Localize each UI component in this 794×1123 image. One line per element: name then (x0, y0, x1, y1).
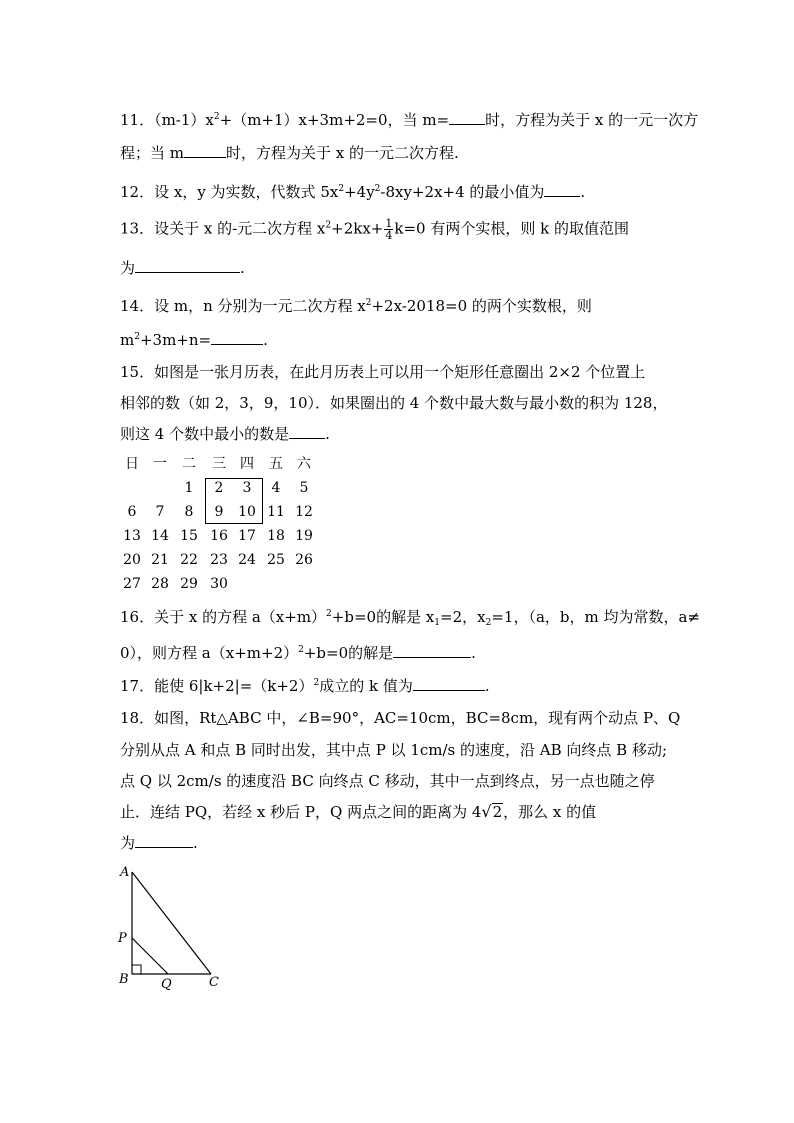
calendar-day: 5 (299, 480, 309, 496)
q16-text-6: +b=0的解是 (303, 644, 394, 662)
label-b: B (119, 972, 129, 987)
q14-text-3: m (120, 331, 135, 349)
question-16-line-1 (120, 607, 700, 627)
q13-text-4: 为 (120, 259, 136, 277)
sqrt-radicand: 2 (492, 803, 503, 821)
q11-text: 11．（m-1）x (120, 111, 214, 129)
question-13-line-2 (120, 258, 245, 278)
fraction (384, 218, 393, 241)
label-p: P (118, 931, 127, 946)
calendar-day: 7 (155, 504, 165, 520)
q17-exponent: 2 (313, 678, 320, 688)
calendar (114, 452, 324, 596)
fraction-denominator: 4 (385, 229, 393, 242)
answer-blank (413, 676, 485, 691)
q12-text-3: -8xy+2x+4 的最小值为 (380, 183, 545, 201)
q16-text-2: +b=0的解是 x (331, 608, 435, 626)
q16-subscript-2: 2 (485, 618, 492, 628)
calendar-day: 25 (267, 552, 285, 568)
q11-text-3: 时，方程为关于 x 的一元一次方 (485, 111, 699, 129)
calendar-day: 13 (123, 528, 141, 544)
answer-blank (135, 833, 193, 848)
question-15-line-2: 相邻的数（如 2，3，9，10）．如果圈出的 4 个数中最大数与最小数的积为 128， (120, 394, 668, 412)
label-a: A (120, 865, 130, 880)
calendar-day: 24 (238, 552, 256, 568)
q11-text-2: +（m+1）x+3m+2=0，当 m= (219, 111, 450, 129)
calendar-weekday: 六 (297, 456, 311, 472)
calendar-day: 30 (210, 576, 228, 592)
question-18-line-1: 18．如图，Rt△ABC 中，∠B=90°，AC=10cm，BC=8cm，现有两个动点 P、Q (120, 709, 681, 727)
calendar-day: 14 (151, 528, 169, 544)
question-16-line-2 (120, 643, 476, 663)
q16-text-5: 0），则方程 a（x+m+2） (120, 644, 299, 662)
side-ac (132, 872, 211, 974)
calendar-day: 20 (123, 552, 141, 568)
q13-exponent: 2 (325, 220, 332, 231)
q16-text-3: =2，x (440, 608, 486, 626)
answer-blank (393, 643, 471, 658)
calendar-day: 6 (127, 504, 137, 520)
question-11-line-2 (120, 143, 459, 163)
calendar-day: 21 (151, 552, 169, 568)
calendar-day: 16 (210, 528, 228, 544)
calendar-weekday-row (114, 452, 324, 476)
q16-exponent: 2 (326, 609, 332, 619)
calendar-day: 28 (151, 576, 169, 592)
calendar-weekday: 五 (269, 456, 283, 472)
segment-pq (132, 938, 168, 974)
calendar-day: 4 (271, 480, 281, 496)
calendar-day: 26 (295, 552, 313, 568)
q11-text-4: 程；当 m (120, 144, 184, 162)
calendar-day: 1 (184, 480, 194, 496)
triangle-figure (110, 862, 240, 997)
calendar-day: 15 (180, 528, 198, 544)
question-18-line-4 (120, 802, 596, 822)
label-q: Q (161, 977, 172, 992)
calendar-day: 8 (184, 504, 194, 520)
calendar-week-row (114, 548, 324, 572)
q12-text-2: +4y (344, 183, 375, 201)
question-15-line-3 (120, 424, 330, 444)
q18-text-2: ，那么 x 的值 (503, 803, 597, 821)
q12-text: 12．设 x，y 为实数，代数式 5x (120, 183, 339, 201)
answer-blank (184, 143, 226, 158)
q18-text: 止．连结 PQ，若经 x 秒后 P，Q 两点之间的距离为 4 (120, 803, 482, 821)
q13-text-5: . (240, 259, 245, 277)
calendar-day: 11 (267, 504, 285, 520)
calendar-selection-rectangle (205, 478, 263, 524)
q15-text: 则这 4 个数中最小的数是 (120, 425, 290, 443)
answer-blank (135, 258, 240, 273)
calendar-day: 22 (180, 552, 198, 568)
question-11-line-1 (120, 110, 698, 130)
q17-text-3: . (484, 677, 490, 695)
question-12 (120, 182, 585, 202)
calendar-weekday: 三 (212, 456, 226, 472)
calendar-day: 12 (295, 504, 313, 520)
q17-text-2: 成立的 k 值为 (319, 677, 413, 695)
calendar-week-row (114, 524, 324, 548)
calendar-weekday: 二 (182, 456, 196, 472)
q12-text-4: . (580, 183, 586, 201)
calendar-day: 9 (214, 504, 224, 520)
q11-text-5: 时，方程为关于 x 的一元二次方程. (226, 144, 459, 162)
calendar-day: 27 (123, 576, 141, 592)
question-14-line-1 (120, 296, 592, 316)
question-15-line-1: 15．如图是一张月历表，在此月历表上可以用一个矩形任意圈出 2×2 个位置上 (120, 363, 646, 381)
answer-blank (449, 110, 485, 125)
q14-text-5: . (263, 331, 268, 349)
question-17 (120, 676, 490, 696)
q16-exponent-2: 2 (298, 645, 304, 655)
calendar-day: 18 (267, 528, 285, 544)
answer-blank (289, 424, 325, 439)
calendar-day: 17 (238, 528, 256, 544)
calendar-weekday: 四 (240, 456, 254, 472)
calendar-day: 3 (242, 480, 252, 496)
question-13-line-1 (120, 218, 629, 241)
label-c: C (209, 975, 219, 990)
q16-text-4: =1，（a，b，m 均为常数，a≠ (491, 608, 701, 626)
q14-text-2: +2x-2018=0 的两个实数根，则 (371, 297, 592, 315)
calendar-day: 19 (295, 528, 313, 544)
calendar-weekday: 日 (125, 456, 139, 472)
q14-exponent: 2 (365, 298, 372, 308)
q16-subscript: 1 (434, 618, 441, 628)
q14-text: 14．设 m，n 分别为一元二次方程 x (120, 297, 366, 315)
q13-text-3: k=0 有两个实根，则 k 的取值范围 (394, 219, 629, 238)
calendar-day: 23 (210, 552, 228, 568)
q12-exponent: 2 (338, 184, 345, 194)
calendar-day: 29 (180, 576, 198, 592)
q12-exponent-2: 2 (374, 184, 381, 194)
question-18-line-2: 分别从点 A 和点 B 同时出发，其中点 P 以 1cm/s 的速度，沿 AB 向终点 B 移动; (120, 741, 668, 759)
q15-text-2: . (325, 425, 330, 443)
calendar-weekday: 一 (153, 456, 167, 472)
right-angle-mark (132, 965, 141, 974)
question-14-line-2 (120, 330, 268, 350)
q17-text: 17．能使 6|k+2|=（k+2） (120, 677, 314, 695)
q18-text-4: . (193, 834, 198, 852)
answer-blank (544, 182, 580, 197)
q14-exponent-2: 2 (134, 332, 140, 342)
calendar-day: 10 (238, 504, 256, 520)
question-18-line-5 (120, 833, 198, 853)
calendar-week-row (114, 572, 324, 596)
answer-blank (211, 330, 263, 345)
q18-text-3: 为 (120, 834, 136, 852)
calendar-day: 2 (214, 480, 224, 496)
q14-text-4: +3m+n= (139, 331, 212, 349)
fraction-numerator: 1 (385, 217, 393, 230)
sqrt-sign: √ (481, 802, 492, 821)
q16-text-7: . (471, 644, 476, 662)
q13-text-2: +2kx+ (331, 219, 384, 238)
q13-text: 13．设关于 x 的-元二次方程 x (120, 219, 326, 238)
question-18-line-3: 点 Q 以 2cm/s 的速度沿 BC 向终点 C 移动，其中一点到终点，另一点也随之停 (120, 772, 655, 790)
q16-text: 16．关于 x 的方程 a（x+m） (120, 608, 327, 626)
q11-exponent: 2 (213, 112, 220, 122)
